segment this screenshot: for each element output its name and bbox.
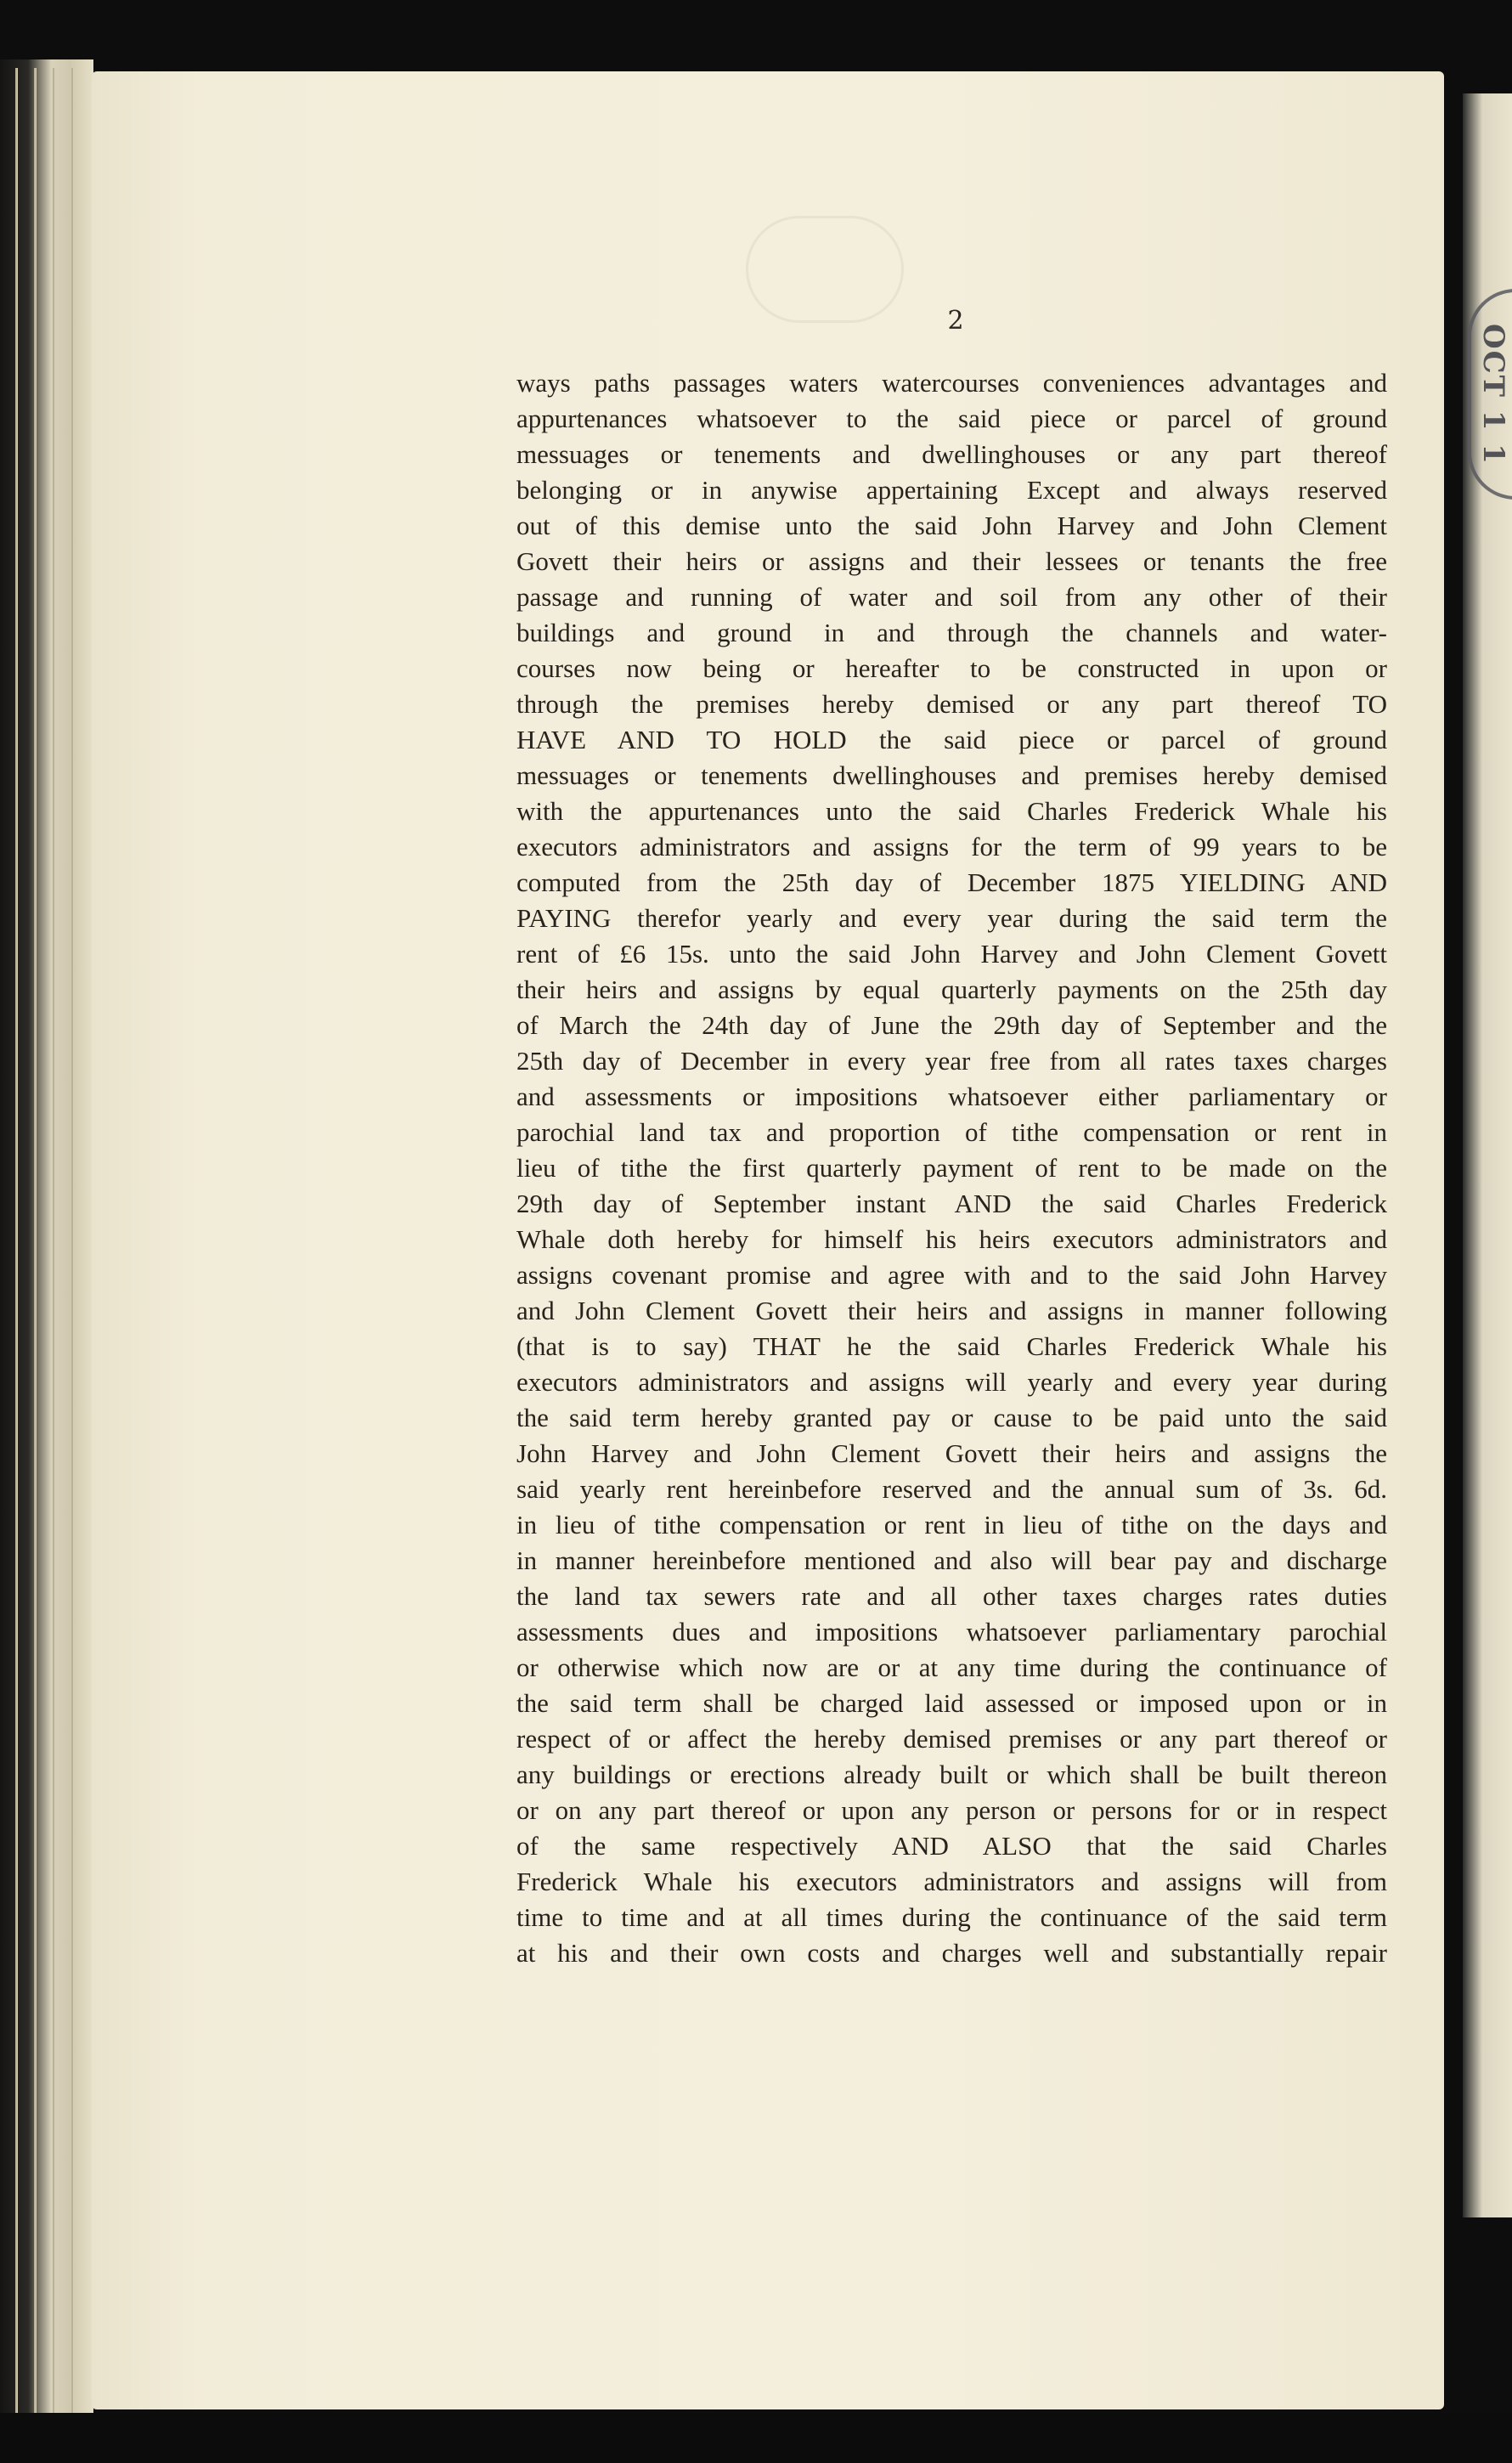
text-line: in lieu of tithe compensation or rent in lieu of tithe on the days and: [516, 1510, 1387, 1539]
book-binding: [0, 59, 93, 2430]
text-line: the said term hereby granted pay or cause to be paid unto the said: [516, 1403, 1387, 1432]
date-stamp: OCT 1 1: [1468, 289, 1512, 500]
text-line: courses now being or hereafter to be constructed in upon or: [516, 653, 1387, 683]
text-line: time to time and at all times during the continuance of the said term: [516, 1902, 1387, 1932]
faded-stamp-mark: [746, 216, 904, 323]
deed-body-text: [516, 365, 1387, 1971]
text-line: 25th day of December in every year free from all rates taxes charges: [516, 1046, 1387, 1076]
text-line: out of this demise unto the said John Harvey and John Clement: [516, 511, 1387, 540]
text-line: with the appurtenances unto the said Charles Frederick Whale his: [516, 796, 1387, 826]
text-line: passage and running of water and soil from any other of their: [516, 582, 1387, 612]
text-line: the land tax sewers rate and all other taxes charges rates duties: [516, 1581, 1387, 1611]
text-line: or otherwise which now are or at any time during the continuance of: [516, 1652, 1387, 1682]
text-line: parochial land tax and proportion of tithe compensation or rent in: [516, 1117, 1387, 1147]
text-line: their heirs and assigns by equal quarterly payments on the 25th day: [516, 974, 1387, 1004]
text-line: the said term shall be charged laid assessed or imposed upon or in: [516, 1688, 1387, 1718]
text-line: executors administrators and assigns will yearly and every year during: [516, 1367, 1387, 1397]
text-line: Frederick Whale his executors administrators and assigns will from: [516, 1867, 1387, 1896]
text-line: of March the 24th day of June the 29th day of September and the: [516, 1010, 1387, 1040]
text-line: assessments dues and impositions whatsoever parliamentary parochial: [516, 1617, 1387, 1647]
text-line: rent of £6 15s. unto the said John Harvey and John Clement Govett: [516, 939, 1387, 969]
text-line: buildings and ground in and through the channels and water-: [516, 618, 1387, 647]
text-line: appurtenances whatsoever to the said piece or parcel of ground: [516, 404, 1387, 433]
text-line: assigns covenant promise and agree with and to the said John Harvey: [516, 1260, 1387, 1290]
text-line: executors administrators and assigns for the term of 99 years to be: [516, 832, 1387, 861]
text-line: and John Clement Govett their heirs and assigns in manner following: [516, 1296, 1387, 1325]
text-line: ways paths passages waters watercourses conveniences advantages and: [516, 368, 1387, 398]
text-line: of the same respectively AND ALSO that the said Charles: [516, 1831, 1387, 1861]
text-line: through the premises hereby demised or any part thereof TO: [516, 689, 1387, 719]
text-line: John Harvey and John Clement Govett their heirs and assigns the: [516, 1438, 1387, 1468]
page-edge: [53, 68, 55, 2413]
text-line: respect of or affect the hereby demised premises or any part thereof or: [516, 1724, 1387, 1754]
text-line: 29th day of September instant AND the said Charles Frederick: [516, 1189, 1387, 1218]
text-line: HAVE AND TO HOLD the said piece or parcel of ground: [516, 725, 1387, 754]
text-line: (that is to say) THAT he the said Charles Frederick Whale his: [516, 1331, 1387, 1361]
text-line: in manner hereinbefore mentioned and also will bear pay and discharge: [516, 1545, 1387, 1575]
text-line: and assessments or impositions whatsoever either parliamentary or: [516, 1082, 1387, 1111]
text-line: Whale doth hereby for himself his heirs executors administrators and: [516, 1224, 1387, 1254]
page-number: 2: [947, 306, 964, 336]
text-line: PAYING therefor yearly and every year during the said term the: [516, 903, 1387, 933]
text-line: computed from the 25th day of December 1875 YIELDING AND: [516, 867, 1387, 897]
text-line: messuages or tenements dwellinghouses and premises hereby demised: [516, 760, 1387, 790]
text-line: Govett their heirs or assigns and their lessees or tenants the free: [516, 546, 1387, 576]
text-line: at his and their own costs and charges well and substantially repair: [516, 1938, 1387, 1968]
text-line: any buildings or erections already built or which shall be built thereon: [516, 1760, 1387, 1789]
page-edge: [34, 68, 37, 2413]
scan-border: [0, 2413, 1512, 2463]
text-line: said yearly rent hereinbefore reserved and the annual sum of 3s. 6d.: [516, 1474, 1387, 1504]
text-line: messuages or tenements and dwellinghouses or any part thereof: [516, 439, 1387, 469]
page-edge: [71, 68, 74, 2413]
text-line: belonging or in anywise appertaining Except and always reserved: [516, 475, 1387, 505]
page-edge: [15, 68, 18, 2413]
text-line: lieu of tithe the first quarterly payment of rent to be made on the: [516, 1153, 1387, 1183]
text-line: or on any part thereof or upon any person or persons for or in respect: [516, 1795, 1387, 1825]
